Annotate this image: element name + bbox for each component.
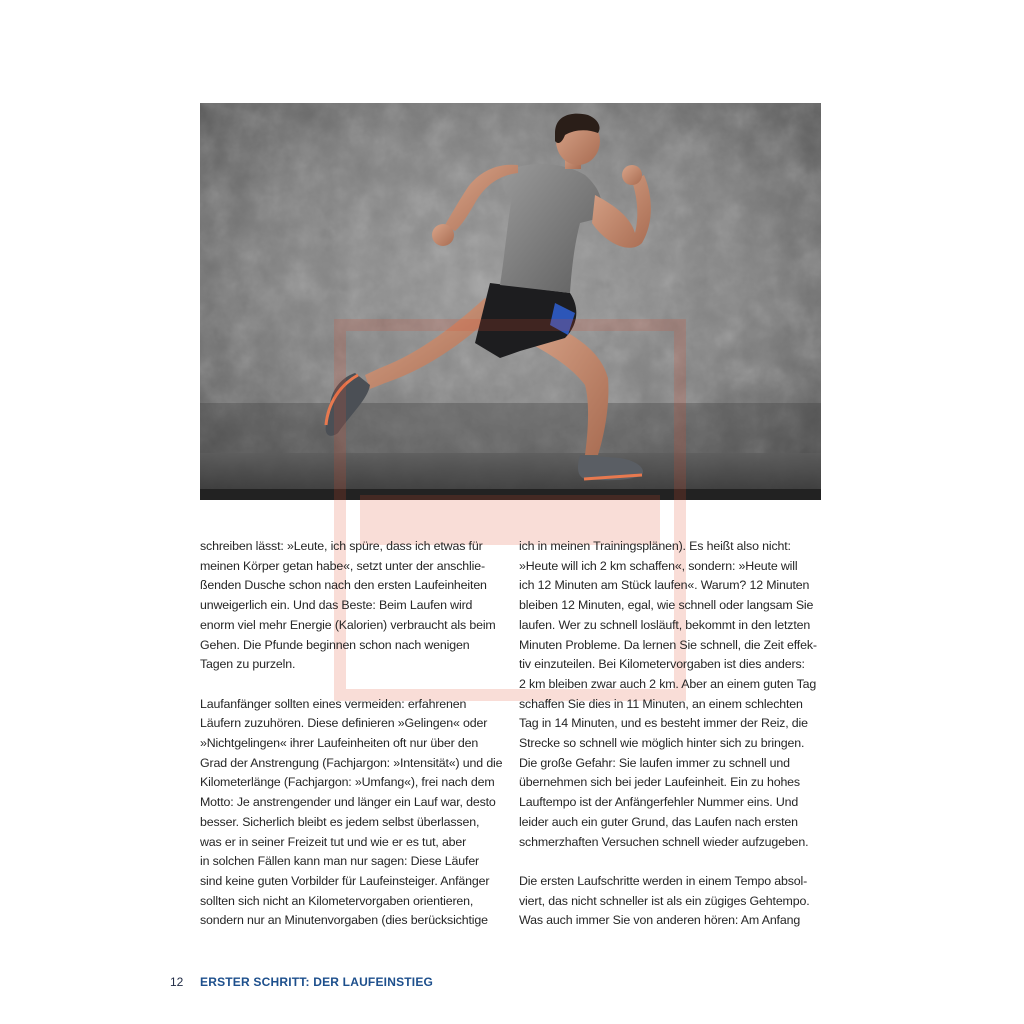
text-line: unweigerlich ein. Und das Beste: Beim Laufen wird [200, 598, 473, 613]
text-line: in solchen Fällen kann man nur sagen: Diese Läufer [200, 854, 480, 869]
text-line: Strecke so schnell wie möglich hinter sich zu bringen. [519, 736, 805, 751]
right-text-column [519, 537, 824, 951]
text-line: Läufern zuzuhören. Diese definieren »Gelingen« oder [200, 716, 488, 731]
text-line: schaffen Sie dies in 11 Minuten, an einem schlechten [519, 696, 803, 711]
page-footer [170, 974, 433, 990]
page-number: 12 [170, 975, 184, 989]
runner-photo [200, 103, 821, 500]
text-line: Tag in 14 Minuten, und es besteht immer der Reiz, die [519, 716, 808, 731]
text-line: Kilometerlänge (Fachjargon: »Umfang«), frei nach dem [200, 775, 495, 790]
text-line: »Heute will ich 2 km schaffen«, sondern: »Heute will [519, 558, 798, 573]
text-line: Laufanfänger sollten eines vermeiden: erfahrenen [200, 696, 467, 711]
text-line: tiv einzuteilen. Bei Kilometervorgaben ist dies anders: [519, 657, 805, 672]
text-line: ich in meinen Trainingsplänen). Es heißt also nicht: [519, 539, 791, 553]
paragraph [519, 537, 824, 852]
text-line: leider auch ein guter Grund, das Laufen nach ersten [519, 814, 798, 829]
text-line: meinen Körper getan habe«, setzt unter der anschlie- [200, 558, 485, 573]
text-line: Die große Gefahr: Sie laufen immer zu schnell und [519, 755, 790, 770]
text-line: ßenden Dusche schon nach den ersten Laufeinheiten [200, 578, 487, 593]
text-line: viert, das nicht schneller ist als ein zügiges Gehtempo. [519, 893, 810, 908]
paragraph [200, 695, 505, 931]
text-line: schmerzhaften Versuchen schnell wieder aufzugeben. [519, 834, 809, 849]
text-line: sind keine guten Vorbilder für Laufeinsteiger. Anfänger [200, 873, 490, 888]
text-line: Minuten Probleme. Da lernen Sie schnell, die Zeit effek- [519, 637, 817, 652]
text-line: was er in seiner Freizeit tut und wie er es tut, aber [200, 834, 467, 849]
text-line: ich 12 Minuten am Stück laufen«. Warum? 12 Minuten [519, 578, 810, 593]
paragraph [519, 872, 824, 931]
text-line: Motto: Je anstrengender und länger ein Lauf war, desto [200, 795, 496, 810]
text-line: Die ersten Laufschritte werden in einem Tempo absol- [519, 873, 808, 888]
text-line: schreiben lässt: »Leute, ich spüre, dass ich etwas für [200, 539, 483, 553]
text-line: »Nichtgelingen« ihrer Laufeinheiten oft nur über den [200, 736, 479, 751]
paragraph [200, 537, 505, 675]
text-line: sondern nur an Minutenvorgaben (dies berücksichtige [200, 913, 488, 928]
text-line: besser. Sicherlich bleibt es jedem selbst überlassen, [200, 814, 480, 829]
text-line: Grad der Anstrengung (Fachjargon: »Intensität«) und die [200, 755, 503, 770]
text-line: Gehen. Die Pfunde beginnen schon nach wenigen [200, 637, 470, 652]
left-text-column [200, 537, 505, 951]
text-line: enorm viel mehr Energie (Kalorien) verbraucht als beim [200, 617, 496, 632]
text-line: Lauftempo ist der Anfängerfehler Nummer eins. Und [519, 795, 799, 810]
text-line: übernehmen sich bei jeder Laufeinheit. Ein zu hohes [519, 775, 800, 790]
text-line: Was auch immer Sie von anderen hören: Am Anfang [519, 913, 801, 928]
text-line: laufen. Wer zu schnell losläuft, bekommt in den letzten [519, 617, 811, 632]
chapter-title: ERSTER SCHRITT: DER LAUFEINSTIEG [200, 975, 434, 989]
text-line: 2 km bleiben zwar auch 2 km. Aber an einem guten Tag [519, 676, 817, 691]
text-line: bleiben 12 Minuten, egal, wie schnell oder langsam Sie [519, 598, 814, 613]
text-line: Tagen zu purzeln. [200, 657, 296, 672]
text-line: sollten sich nicht an Kilometervorgaben orientieren, [200, 893, 474, 908]
